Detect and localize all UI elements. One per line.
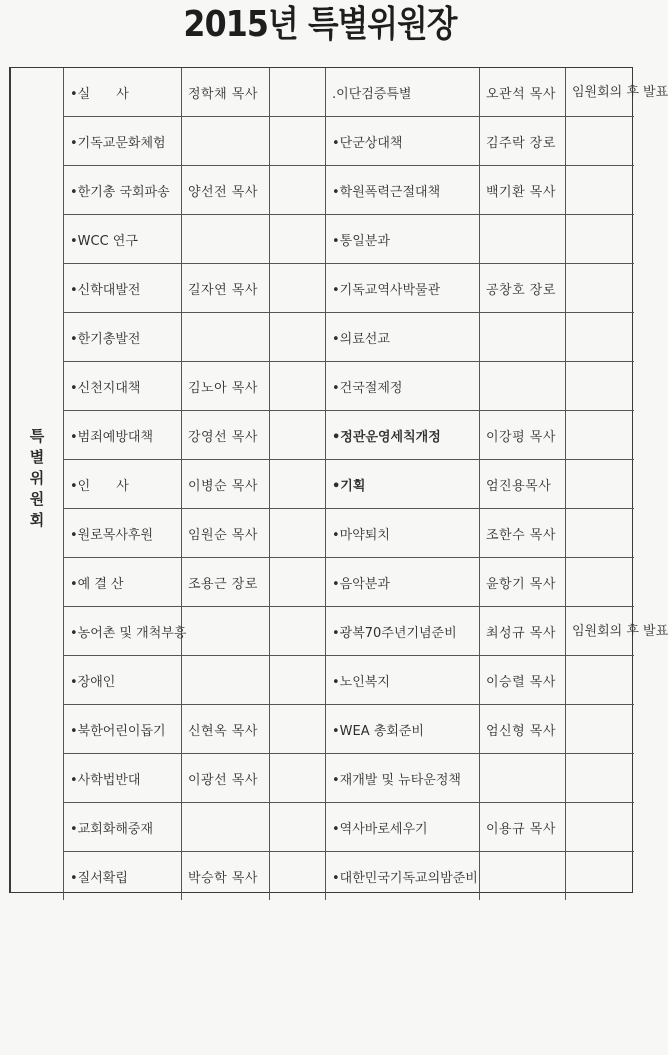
table-row — [64, 117, 634, 166]
table-row — [64, 705, 634, 754]
chairperson-cell: 최성규 목사 — [480, 607, 566, 656]
committee-name-cell: •노인복지 — [326, 656, 480, 705]
blank-cell — [270, 803, 326, 852]
committee-name-cell: •농어촌 및 개척부흥 — [64, 607, 182, 656]
note-cell — [566, 411, 634, 460]
committee-name-cell: •한기총발전 — [64, 313, 182, 362]
committee-name-cell: •통일분과 — [326, 215, 480, 264]
chairperson-cell: 신현옥 목사 — [182, 705, 270, 754]
table-row — [64, 656, 634, 705]
committee-name-cell: •WEA 총회준비 — [326, 705, 480, 754]
note-cell — [566, 117, 634, 166]
chairperson-cell: 공창호 장로 — [480, 264, 566, 313]
committee-name-cell: •장애인 — [64, 656, 182, 705]
blank-cell — [270, 656, 326, 705]
committee-name-cell: •정관운영세칙개정 — [326, 411, 480, 460]
table-row — [64, 68, 634, 117]
committee-name-cell: •실 사 — [64, 68, 182, 117]
blank-cell — [270, 411, 326, 460]
note-cell — [566, 509, 634, 558]
table-row — [64, 509, 634, 558]
chairperson-cell — [182, 313, 270, 362]
chairperson-cell: 엄신형 목사 — [480, 705, 566, 754]
blank-cell — [270, 558, 326, 607]
note-cell — [566, 803, 634, 852]
committee-name-cell: •건국절제정 — [326, 362, 480, 411]
chairperson-cell: 조한수 목사 — [480, 509, 566, 558]
chairperson-cell: 박승학 목사 — [182, 852, 270, 901]
chairperson-cell: 이강평 목사 — [480, 411, 566, 460]
blank-cell — [270, 852, 326, 901]
note-cell — [566, 754, 634, 803]
blank-cell — [270, 313, 326, 362]
chairperson-cell — [182, 607, 270, 656]
blank-cell — [270, 705, 326, 754]
committee-name-cell: •기획 — [326, 460, 480, 509]
note-cell — [566, 852, 634, 901]
committee-name-cell: •대한민국기독교의밤준비 — [326, 852, 480, 901]
note-cell — [566, 656, 634, 705]
note-cell — [566, 215, 634, 264]
chairperson-cell — [182, 215, 270, 264]
chairperson-cell: 오관석 목사 — [480, 68, 566, 117]
chairperson-cell — [182, 117, 270, 166]
chairperson-cell — [480, 754, 566, 803]
committee-name-cell: •광복70주년기념준비 — [326, 607, 480, 656]
committee-name-cell: •의료선교 — [326, 313, 480, 362]
blank-cell — [270, 362, 326, 411]
note-cell — [566, 558, 634, 607]
chairperson-cell — [480, 852, 566, 901]
blank-cell — [270, 117, 326, 166]
committee-name-cell: •재개발 및 뉴타운정책 — [326, 754, 480, 803]
chairperson-cell: 임원순 목사 — [182, 509, 270, 558]
note-cell — [566, 264, 634, 313]
table-row — [64, 264, 634, 313]
blank-cell — [270, 68, 326, 117]
blank-cell — [270, 460, 326, 509]
blank-cell — [270, 607, 326, 656]
note-cell — [566, 460, 634, 509]
note-cell — [566, 705, 634, 754]
committee-name-cell: •단군상대책 — [326, 117, 480, 166]
committee-name-cell: •교회화해중재 — [64, 803, 182, 852]
committee-name-cell: •인 사 — [64, 460, 182, 509]
committee-name-cell: •신학대발전 — [64, 264, 182, 313]
blank-cell — [270, 166, 326, 215]
chairperson-cell: 이병순 목사 — [182, 460, 270, 509]
note-cell: 임원회의 후 발표 — [566, 68, 634, 117]
chairperson-cell: 조용근 장로 — [182, 558, 270, 607]
chairperson-cell: 백기환 목사 — [480, 166, 566, 215]
chairperson-cell: 길자연 목사 — [182, 264, 270, 313]
table-row — [64, 558, 634, 607]
page-title: 2015년 특별위원장 — [183, 4, 457, 45]
committee-name-cell: •질서확립 — [64, 852, 182, 901]
committee-name-cell: •기독교역사박물관 — [326, 264, 480, 313]
table-row — [64, 166, 634, 215]
blank-cell — [270, 509, 326, 558]
committee-name-cell: •신천지대책 — [64, 362, 182, 411]
chairperson-cell: 이용규 목사 — [480, 803, 566, 852]
chairperson-cell — [480, 215, 566, 264]
table-row — [64, 607, 634, 656]
table-row — [64, 754, 634, 803]
committee-name-cell: •원로목사후원 — [64, 509, 182, 558]
committee-name-cell: •학원폭력근절대책 — [326, 166, 480, 215]
committee-name-cell: •한기총 국회파송 — [64, 166, 182, 215]
committee-name-cell: •기독교문화체험 — [64, 117, 182, 166]
chairperson-cell: 양선전 목사 — [182, 166, 270, 215]
committee-name-cell: •사학법반대 — [64, 754, 182, 803]
committee-name-cell: •역사바로세우기 — [326, 803, 480, 852]
committee-name-cell: •북한어린이돕기 — [64, 705, 182, 754]
committee-name-cell: •예 결 산 — [64, 558, 182, 607]
committee-table — [9, 67, 668, 893]
table-row — [64, 215, 634, 264]
chairperson-cell — [480, 313, 566, 362]
note-cell — [566, 166, 634, 215]
note-cell: 임원회의 후 발표 — [566, 607, 634, 656]
side-header — [11, 68, 64, 892]
chairperson-cell — [182, 656, 270, 705]
committee-grid — [63, 68, 668, 900]
committee-name-cell: •범죄예방대책 — [64, 411, 182, 460]
chairperson-cell: 강영선 목사 — [182, 411, 270, 460]
chairperson-cell: 이광선 목사 — [182, 754, 270, 803]
committee-name-cell: •WCC 연구 — [64, 215, 182, 264]
chairperson-cell — [480, 362, 566, 411]
table-row — [64, 362, 634, 411]
chairperson-cell: 이승렬 목사 — [480, 656, 566, 705]
committee-name-cell: •음악분과 — [326, 558, 480, 607]
note-cell — [566, 313, 634, 362]
blank-cell — [270, 264, 326, 313]
chairperson-cell: 김주락 장로 — [480, 117, 566, 166]
chairperson-cell: 엄진용목사 — [480, 460, 566, 509]
note-cell — [566, 362, 634, 411]
side-label: 특별위원회 — [27, 427, 46, 533]
table-row — [64, 460, 634, 509]
committee-name-cell: •마약퇴치 — [326, 509, 480, 558]
table-row — [64, 411, 634, 460]
committee-name-cell: .이단검증특별 — [326, 68, 480, 117]
chairperson-cell: 김노아 목사 — [182, 362, 270, 411]
chairperson-cell: 정학채 목사 — [182, 68, 270, 117]
table-row — [64, 803, 634, 852]
blank-cell — [270, 754, 326, 803]
table-row — [64, 313, 634, 362]
table-row — [64, 852, 634, 901]
chairperson-cell: 윤항기 목사 — [480, 558, 566, 607]
blank-cell — [270, 215, 326, 264]
chairperson-cell — [182, 803, 270, 852]
